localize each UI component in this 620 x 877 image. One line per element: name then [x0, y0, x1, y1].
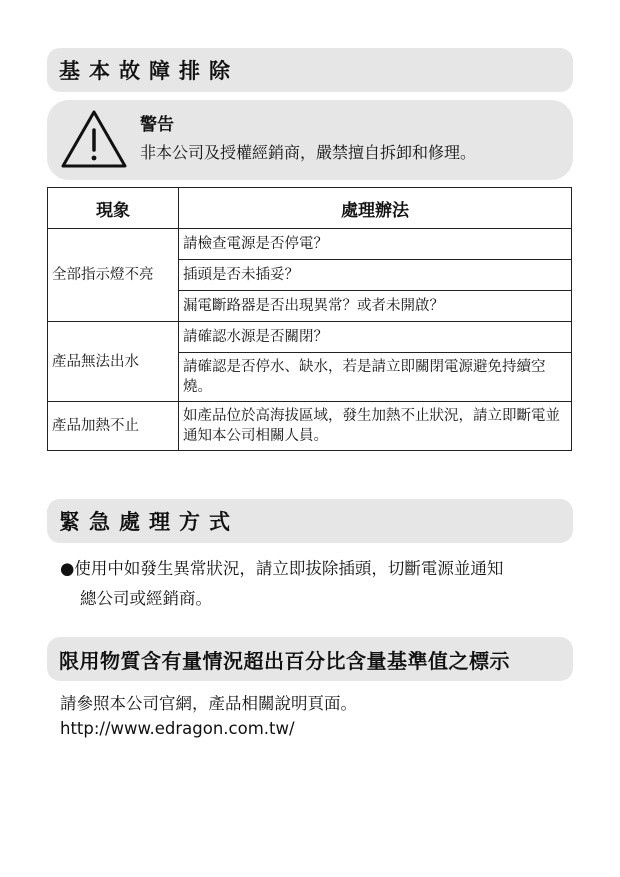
solution-cell: 漏電斷路器是否出現異常？或者未開啟？ [179, 291, 572, 322]
emergency-line-2: 總公司或經銷商。 [80, 589, 212, 608]
header-solution: 處理辦法 [179, 188, 572, 229]
symptom-cell: 產品無法出水 [48, 322, 179, 402]
emergency-title: 緊急處理方式 [59, 510, 239, 534]
table-row [48, 322, 572, 353]
troubleshooting-table [47, 187, 572, 451]
table-header-row [48, 188, 572, 229]
solution-cell: 請確認是否停水、缺水，若是請立即關閉電源避免持續空燒。 [179, 353, 572, 402]
solution-cell: 請確認水源是否關閉？ [179, 322, 572, 353]
emergency-line [60, 554, 575, 584]
warning-text: 非本公司及授權經銷商，嚴禁擅自拆卸和修理。 [140, 143, 477, 162]
troubleshooting-header [47, 48, 573, 92]
symptom-cell: 產品加熱不止 [48, 402, 179, 451]
bullet-icon: ● [60, 559, 75, 578]
restricted-substances-title: 限用物質含有量情況超出百分比含量基準值之標示 [59, 648, 510, 673]
table-row [48, 229, 572, 260]
table-row [48, 402, 572, 451]
restricted-text: 請參照本公司官網，產品相關說明頁面。 [60, 694, 357, 713]
troubleshooting-title: 基本故障排除 [59, 59, 239, 83]
header-symptom: 現象 [48, 188, 179, 229]
solution-cell: 如產品位於高海拔區域，發生加熱不止狀況，請立即斷電並通知本公司相關人員。 [179, 402, 572, 451]
warning-title: 警告 [140, 115, 174, 135]
emergency-text [60, 554, 575, 614]
solution-cell: 插頭是否未插妥？ [179, 260, 572, 291]
symptom-cell: 全部指示燈不亮 [48, 229, 179, 322]
website-link[interactable]: http://www.edragon.com.tw/ [60, 719, 295, 738]
warning-box [47, 100, 573, 180]
emergency-line-1: 使用中如發生異常狀況，請立即拔除插頭，切斷電源並通知 [74, 559, 504, 578]
warning-triangle-icon [59, 108, 129, 172]
restricted-substances-header [47, 637, 573, 681]
emergency-header [47, 499, 573, 543]
solution-cell: 請檢查電源是否停電？ [179, 229, 572, 260]
